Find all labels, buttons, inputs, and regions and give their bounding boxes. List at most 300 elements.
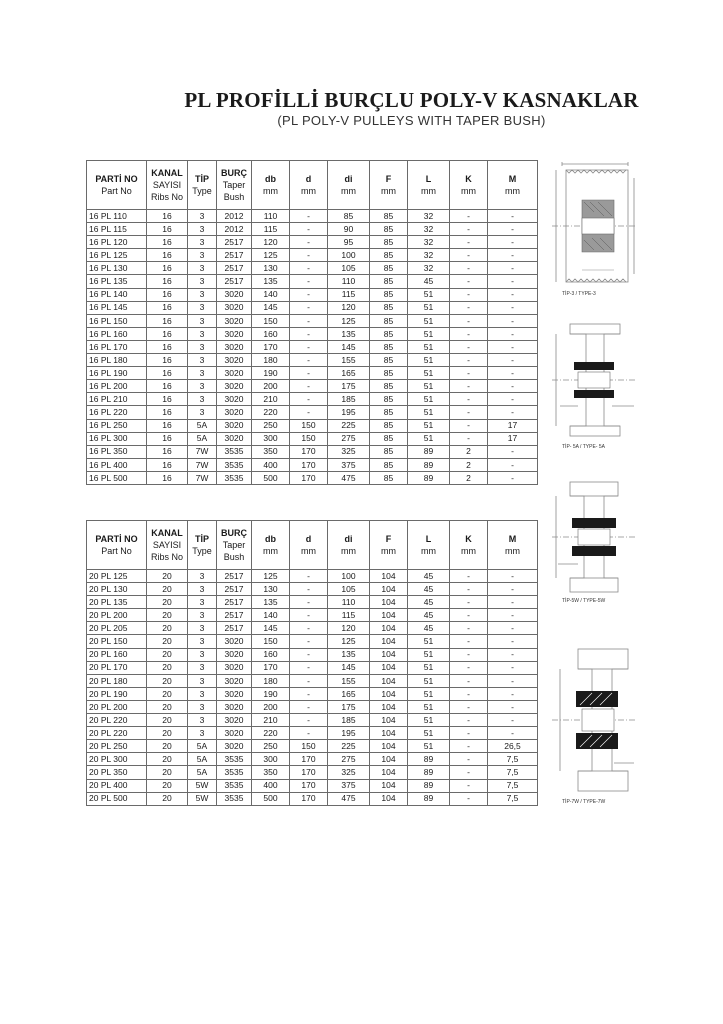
table-cell: 170 <box>290 458 328 471</box>
column-header: TİP Type <box>188 521 217 570</box>
table-cell: 16 <box>147 314 188 327</box>
table-cell: 51 <box>408 648 450 661</box>
table-cell: - <box>450 570 488 583</box>
table-cell: - <box>450 406 488 419</box>
table-cell: - <box>290 687 328 700</box>
table-cell: - <box>488 393 538 406</box>
type-7w-drawing <box>548 645 640 805</box>
column-header: BURÇ Taper Bush <box>217 521 252 570</box>
table-cell: 110 <box>328 275 370 288</box>
table-cell: 90 <box>328 223 370 236</box>
table-cell: 300 <box>252 753 290 766</box>
table-row <box>87 792 538 805</box>
table-cell: - <box>290 236 328 249</box>
table-cell: - <box>450 288 488 301</box>
table-cell: 16 PL 250 <box>87 419 147 432</box>
table-cell: 85 <box>370 458 408 471</box>
table-cell: 3020 <box>217 367 252 380</box>
table-cell: 175 <box>328 700 370 713</box>
table-cell: 16 PL 350 <box>87 445 147 458</box>
table-cell: 16 PL 160 <box>87 327 147 340</box>
table-cell: - <box>290 380 328 393</box>
table-cell: 16 PL 110 <box>87 210 147 223</box>
table-cell: 170 <box>290 779 328 792</box>
table-cell: 16 <box>147 445 188 458</box>
table-cell: 104 <box>370 596 408 609</box>
table-cell: 165 <box>328 687 370 700</box>
table-cell: - <box>290 596 328 609</box>
table-cell: 3020 <box>217 393 252 406</box>
table-cell: 51 <box>408 301 450 314</box>
table-cell: 155 <box>328 674 370 687</box>
column-header: BURÇ Taper Bush <box>217 161 252 210</box>
table-cell: 3020 <box>217 740 252 753</box>
table-cell: 16 PL 200 <box>87 380 147 393</box>
table-cell: 160 <box>252 648 290 661</box>
type-3-caption: TİP-3 / TYPE-3 <box>562 291 596 297</box>
table-cell: 104 <box>370 583 408 596</box>
table-cell: 2 <box>450 471 488 484</box>
table-cell: 20 <box>147 792 188 805</box>
table-cell: 20 PL 200 <box>87 609 147 622</box>
table-cell: 7W <box>188 445 217 458</box>
table-cell: - <box>488 635 538 648</box>
table-cell: 104 <box>370 609 408 622</box>
table-cell: 120 <box>328 622 370 635</box>
table-cell: 85 <box>370 262 408 275</box>
table-cell: - <box>488 687 538 700</box>
table-cell: 20 <box>147 766 188 779</box>
table-cell: 325 <box>328 766 370 779</box>
table-cell: 16 PL 220 <box>87 406 147 419</box>
table-cell: 3020 <box>217 340 252 353</box>
table-cell: 20 <box>147 674 188 687</box>
table-cell: - <box>488 583 538 596</box>
table-cell: - <box>450 223 488 236</box>
table-row <box>87 223 538 236</box>
table-cell: 220 <box>252 406 290 419</box>
table-cell: 3 <box>188 275 217 288</box>
table-cell: 135 <box>328 648 370 661</box>
table-cell: 16 PL 125 <box>87 249 147 262</box>
table-row <box>87 674 538 687</box>
table-cell: 51 <box>408 661 450 674</box>
table-cell: 16 PL 140 <box>87 288 147 301</box>
column-header: di mm <box>328 161 370 210</box>
table-cell: 16 <box>147 327 188 340</box>
table-cell: - <box>290 570 328 583</box>
table-cell: - <box>488 648 538 661</box>
table-cell: - <box>488 727 538 740</box>
table-cell: - <box>290 275 328 288</box>
table-cell: 104 <box>370 674 408 687</box>
table-cell: - <box>488 354 538 367</box>
table-row <box>87 622 538 635</box>
table-row <box>87 687 538 700</box>
table-cell: 3020 <box>217 288 252 301</box>
table-cell: 85 <box>370 314 408 327</box>
table-cell: 85 <box>370 432 408 445</box>
table-row <box>87 570 538 583</box>
table-cell: 3 <box>188 223 217 236</box>
table-cell: 85 <box>370 236 408 249</box>
table-cell: 3020 <box>217 674 252 687</box>
table-cell: 32 <box>408 249 450 262</box>
table-cell: 2 <box>450 445 488 458</box>
table-cell: 20 PL 220 <box>87 714 147 727</box>
table-cell: - <box>450 648 488 661</box>
table-cell: - <box>450 661 488 674</box>
table-cell: - <box>450 301 488 314</box>
table-cell: 89 <box>408 445 450 458</box>
table-cell: 100 <box>328 249 370 262</box>
table-cell: 26,5 <box>488 740 538 753</box>
table-cell: 16 <box>147 380 188 393</box>
table-cell: 220 <box>252 727 290 740</box>
table-cell: 20 <box>147 714 188 727</box>
table-cell: 3 <box>188 687 217 700</box>
table-cell: - <box>488 609 538 622</box>
table-cell: 7,5 <box>488 779 538 792</box>
table-cell: 3 <box>188 714 217 727</box>
table-cell: - <box>488 301 538 314</box>
table-cell: 104 <box>370 635 408 648</box>
table-cell: - <box>290 262 328 275</box>
table-cell: 85 <box>370 406 408 419</box>
table-row <box>87 609 538 622</box>
table-row <box>87 445 538 458</box>
table-cell: - <box>290 622 328 635</box>
table-cell: 20 PL 400 <box>87 779 147 792</box>
table-cell: 3 <box>188 661 217 674</box>
table-cell: 5W <box>188 779 217 792</box>
table-cell: 3535 <box>217 445 252 458</box>
column-header: M mm <box>488 161 538 210</box>
table-cell: 51 <box>408 635 450 648</box>
table-cell: - <box>488 445 538 458</box>
table-cell: 85 <box>370 288 408 301</box>
table-cell: 150 <box>290 740 328 753</box>
table-cell: 20 <box>147 583 188 596</box>
table-cell: 20 PL 300 <box>87 753 147 766</box>
table-cell: 16 PL 400 <box>87 458 147 471</box>
table-cell: 325 <box>328 445 370 458</box>
table-cell: 170 <box>290 445 328 458</box>
table-cell: 20 <box>147 753 188 766</box>
table-cell: - <box>450 622 488 635</box>
table-cell: 89 <box>408 792 450 805</box>
table-row <box>87 779 538 792</box>
table-cell: 190 <box>252 687 290 700</box>
table-cell: 2517 <box>217 249 252 262</box>
table-row <box>87 288 538 301</box>
pulley-table-16pl <box>86 160 538 485</box>
table-cell: 16 PL 190 <box>87 367 147 380</box>
table-cell: - <box>450 687 488 700</box>
table-cell: 3020 <box>217 314 252 327</box>
table-cell: 104 <box>370 648 408 661</box>
table-cell: 16 <box>147 406 188 419</box>
table-cell: 250 <box>252 740 290 753</box>
table-cell: 2 <box>450 458 488 471</box>
table-cell: 17 <box>488 432 538 445</box>
table-cell: 20 <box>147 570 188 583</box>
table-cell: - <box>488 314 538 327</box>
table-cell: 3535 <box>217 766 252 779</box>
table-cell: 104 <box>370 687 408 700</box>
table-cell: 20 <box>147 596 188 609</box>
column-header: db mm <box>252 521 290 570</box>
table-cell: 180 <box>252 674 290 687</box>
table-cell: 135 <box>328 327 370 340</box>
table-cell: 3020 <box>217 661 252 674</box>
table-header-row <box>87 161 538 210</box>
table-cell: 170 <box>252 340 290 353</box>
table-row <box>87 275 538 288</box>
table-cell: 150 <box>252 314 290 327</box>
type-5a-caption: TİP- 5A / TYPE- 5A <box>562 444 605 450</box>
table-cell: 3 <box>188 236 217 249</box>
table-cell: - <box>450 727 488 740</box>
table-cell: 3 <box>188 393 217 406</box>
table-row <box>87 419 538 432</box>
table-cell: 115 <box>328 609 370 622</box>
table-cell: 20 PL 180 <box>87 674 147 687</box>
table-cell: 5A <box>188 419 217 432</box>
table-cell: 51 <box>408 340 450 353</box>
table-cell: 85 <box>370 380 408 393</box>
table-cell: 3 <box>188 288 217 301</box>
table-cell: 170 <box>290 753 328 766</box>
column-header: K mm <box>450 521 488 570</box>
table-cell: 85 <box>370 223 408 236</box>
table-cell: 475 <box>328 471 370 484</box>
table-row <box>87 700 538 713</box>
table-cell: - <box>450 275 488 288</box>
table-cell: 104 <box>370 714 408 727</box>
table-cell: 20 <box>147 687 188 700</box>
table-cell: 3020 <box>217 327 252 340</box>
table-cell: 125 <box>252 570 290 583</box>
table-cell: 32 <box>408 236 450 249</box>
table-cell: 375 <box>328 458 370 471</box>
table-cell: 16 <box>147 288 188 301</box>
table-cell: 16 <box>147 340 188 353</box>
table-cell: - <box>450 393 488 406</box>
table-cell: 104 <box>370 570 408 583</box>
table-cell: - <box>488 714 538 727</box>
table-cell: 3 <box>188 327 217 340</box>
column-header: di mm <box>328 521 370 570</box>
table-cell: 3020 <box>217 727 252 740</box>
table-cell: 135 <box>252 275 290 288</box>
table-cell: - <box>488 249 538 262</box>
table-cell: 16 PL 145 <box>87 301 147 314</box>
table-cell: 155 <box>328 354 370 367</box>
table-cell: 3535 <box>217 753 252 766</box>
table-cell: 51 <box>408 393 450 406</box>
table-cell: 210 <box>252 714 290 727</box>
table-cell: 3535 <box>217 458 252 471</box>
table-cell: 104 <box>370 753 408 766</box>
table-cell: - <box>290 635 328 648</box>
table-cell: 16 <box>147 249 188 262</box>
table-cell: - <box>450 262 488 275</box>
column-header: KANAL SAYISI Ribs No <box>147 521 188 570</box>
table-cell: - <box>450 583 488 596</box>
table-cell: - <box>450 792 488 805</box>
table-cell: 400 <box>252 779 290 792</box>
table-cell: 20 PL 250 <box>87 740 147 753</box>
table-cell: 300 <box>252 432 290 445</box>
table-cell: 51 <box>408 700 450 713</box>
table-cell: 20 PL 500 <box>87 792 147 805</box>
table-cell: 400 <box>252 458 290 471</box>
table-cell: 20 <box>147 622 188 635</box>
table-cell: - <box>488 700 538 713</box>
table-cell: 3 <box>188 635 217 648</box>
table-cell: 20 <box>147 648 188 661</box>
table-cell: 104 <box>370 700 408 713</box>
column-header: d mm <box>290 521 328 570</box>
table-cell: 3 <box>188 622 217 635</box>
table-cell: 20 <box>147 700 188 713</box>
table-cell: 3 <box>188 406 217 419</box>
table-cell: 85 <box>370 340 408 353</box>
table-cell: 170 <box>290 766 328 779</box>
table-cell: 225 <box>328 740 370 753</box>
table-cell: 130 <box>252 583 290 596</box>
table-cell: - <box>450 714 488 727</box>
table-cell: 475 <box>328 792 370 805</box>
type-5w-caption: TİP-5W / TYPE-5W <box>562 598 606 604</box>
table-cell: 5A <box>188 740 217 753</box>
table-cell: - <box>290 223 328 236</box>
table-cell: 2517 <box>217 570 252 583</box>
table-cell: - <box>488 661 538 674</box>
table-cell: 3 <box>188 210 217 223</box>
table-cell: 20 PL 135 <box>87 596 147 609</box>
table-cell: 16 PL 210 <box>87 393 147 406</box>
table-cell: 3020 <box>217 419 252 432</box>
table-cell: 3 <box>188 314 217 327</box>
table-cell: 5A <box>188 753 217 766</box>
table-row <box>87 714 538 727</box>
table-cell: - <box>450 432 488 445</box>
table-cell: 45 <box>408 583 450 596</box>
table-row <box>87 236 538 249</box>
table-cell: 7W <box>188 458 217 471</box>
table-cell: 20 <box>147 727 188 740</box>
table-cell: 275 <box>328 432 370 445</box>
table-cell: 16 <box>147 262 188 275</box>
table-row <box>87 340 538 353</box>
table-cell: - <box>450 249 488 262</box>
table-cell: 3535 <box>217 471 252 484</box>
page-title: PL PROFİLLİ BURÇLU POLY-V KASNAKLAR <box>184 88 639 112</box>
table-row <box>87 727 538 740</box>
table-header-row <box>87 521 538 570</box>
table-cell: 20 <box>147 609 188 622</box>
table-cell: - <box>488 275 538 288</box>
column-header: PARTİ NO Part No <box>87 521 147 570</box>
table-row <box>87 249 538 262</box>
table-cell: 104 <box>370 661 408 674</box>
table-cell: 5A <box>188 766 217 779</box>
table-cell: - <box>450 419 488 432</box>
table-cell: - <box>488 262 538 275</box>
table-row <box>87 635 538 648</box>
table-cell: - <box>450 380 488 393</box>
table-cell: 85 <box>370 210 408 223</box>
table-row <box>87 327 538 340</box>
table-cell: - <box>290 700 328 713</box>
table-cell: 3 <box>188 262 217 275</box>
table-cell: - <box>450 354 488 367</box>
table-cell: 104 <box>370 792 408 805</box>
table-cell: 185 <box>328 393 370 406</box>
table-cell: 32 <box>408 210 450 223</box>
table-cell: - <box>290 714 328 727</box>
table-cell: - <box>488 380 538 393</box>
table-row <box>87 432 538 445</box>
table-cell: 45 <box>408 622 450 635</box>
table-cell: 160 <box>252 327 290 340</box>
table-cell: 16 PL 300 <box>87 432 147 445</box>
table-cell: 3 <box>188 727 217 740</box>
table-cell: - <box>450 236 488 249</box>
table-cell: 175 <box>328 380 370 393</box>
table-cell: 7,5 <box>488 753 538 766</box>
table-cell: 3020 <box>217 714 252 727</box>
table-cell: - <box>290 406 328 419</box>
table-cell: - <box>488 471 538 484</box>
table-cell: - <box>488 288 538 301</box>
table-cell: 85 <box>370 354 408 367</box>
table-cell: 130 <box>252 262 290 275</box>
table-cell: 120 <box>252 236 290 249</box>
table-cell: 3020 <box>217 635 252 648</box>
table-cell: 140 <box>252 609 290 622</box>
table-cell: - <box>450 674 488 687</box>
table-cell: 16 PL 150 <box>87 314 147 327</box>
table-cell: 275 <box>328 753 370 766</box>
table-cell: 16 <box>147 367 188 380</box>
table-cell: 195 <box>328 727 370 740</box>
table-cell: 150 <box>252 635 290 648</box>
table-cell: - <box>290 661 328 674</box>
table-cell: 3020 <box>217 406 252 419</box>
pulley-table-20pl <box>86 520 538 806</box>
column-header: PARTİ NO Part No <box>87 161 147 210</box>
table-cell: 16 <box>147 393 188 406</box>
table-cell: 16 <box>147 354 188 367</box>
table-cell: 125 <box>252 249 290 262</box>
table-cell: - <box>488 596 538 609</box>
table-cell: - <box>488 458 538 471</box>
table-cell: 200 <box>252 380 290 393</box>
table-cell: - <box>290 583 328 596</box>
table-row <box>87 596 538 609</box>
table-cell: 51 <box>408 314 450 327</box>
table-cell: 16 PL 500 <box>87 471 147 484</box>
table-cell: 85 <box>370 471 408 484</box>
table-cell: 17 <box>488 419 538 432</box>
table-cell: 3 <box>188 249 217 262</box>
table-cell: - <box>290 288 328 301</box>
table-cell: - <box>488 674 538 687</box>
table-cell: 51 <box>408 714 450 727</box>
